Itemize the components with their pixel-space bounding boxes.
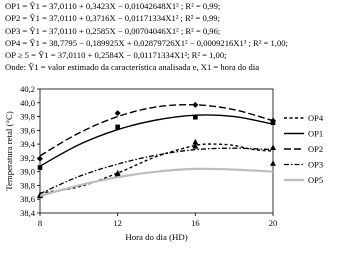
- y-axis-label: Temperatura retal (°C): [4, 111, 14, 191]
- series-line-op2: [40, 105, 273, 156]
- data-point-op2: [37, 156, 43, 162]
- legend-label-op3: OP3: [308, 159, 324, 170]
- legend-label-op2: OP2: [308, 144, 324, 154]
- y-tick-label: 39,8: [20, 111, 35, 122]
- series-line-op5: [40, 169, 273, 196]
- data-point-op1: [38, 165, 43, 170]
- x-tick-label: 8: [37, 218, 43, 228]
- equation-op2: OP2 = Ŷ1 = 37,0110 + 0,3716X − 0,01171334X1² ; R² = 0,99;: [5, 13, 220, 24]
- data-point-op2: [115, 110, 121, 116]
- x-tick-label: 20: [268, 218, 278, 228]
- data-point-op4: [270, 144, 276, 150]
- equation-op3: OP3 = Ŷ1 = 37,0110 + 0,2585X − 0,00704046X1² ; R² = 0,96;: [5, 25, 221, 36]
- equation-op4: OP4 = Ŷ1 = 38,7795 − 0,189925X + 0,02879726X1² − 0,0009216X1³ ; R² = 1,00;: [5, 37, 288, 48]
- legend-label-op1: OP1: [308, 128, 324, 139]
- data-point-op1: [193, 115, 198, 120]
- legend-label-op5: OP5: [308, 175, 324, 185]
- series-line-op1: [40, 115, 273, 166]
- equation-op1: OP1 = Ŷ1 = 37,0110 + 0,3423X − 0,01042648X1² ; R² = 0,99;: [5, 1, 221, 11]
- equation-legend-note: Onde: Ŷ1 = valor estimado da característica analisada e, X1 = hora do dia: [5, 62, 260, 73]
- x-tick-label: 12: [113, 218, 122, 228]
- y-tick-label: 39,2: [20, 152, 35, 163]
- data-point-op2: [192, 102, 198, 108]
- y-tick-label: 40,2: [20, 84, 35, 94]
- plot-frame: [40, 89, 273, 213]
- x-axis-label: Hora do dia (HD): [125, 232, 188, 242]
- equation-op5: OP ≥ 5 = Ŷ1 = 37,0110 + 0,2584X − 0,01171334X1²; R² = 1,00;: [5, 50, 227, 61]
- legend-label-op4: OP4: [308, 113, 324, 123]
- y-tick-label: 39,0: [20, 166, 35, 177]
- y-tick-label: 38,6: [20, 194, 35, 205]
- x-tick-label: 16: [191, 218, 200, 228]
- data-point-op1: [115, 125, 120, 130]
- y-tick-label: 40,0: [20, 97, 35, 108]
- data-point-op3: [270, 160, 276, 166]
- y-tick-label: 39,6: [20, 125, 35, 136]
- y-tick-label: 39,4: [20, 139, 35, 150]
- y-tick-label: 38,8: [20, 180, 35, 191]
- y-tick-label: 38,4: [20, 208, 35, 218]
